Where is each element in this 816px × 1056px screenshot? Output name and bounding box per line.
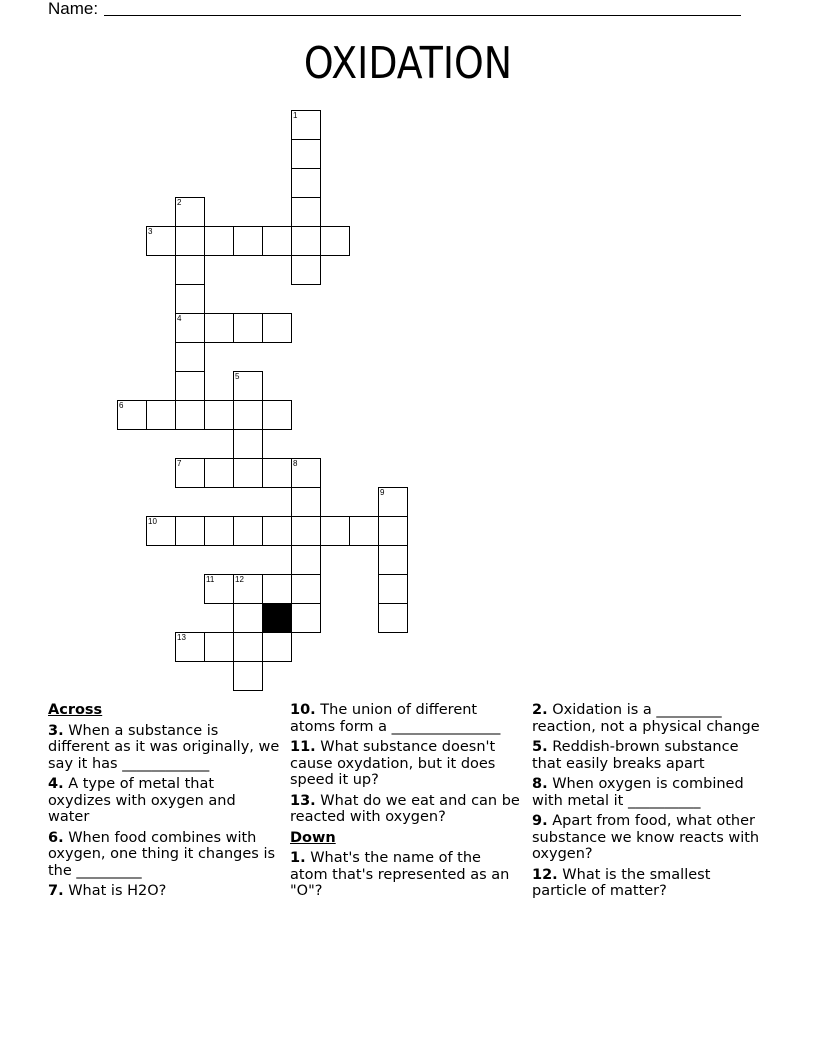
crossword-cell[interactable] <box>320 226 350 256</box>
crossword-cell[interactable] <box>233 603 263 633</box>
crossword-cell[interactable] <box>204 400 234 430</box>
crossword-cell[interactable] <box>146 400 176 430</box>
clue-across-4: 4. A type of metal that oxydizes with oxygen and water <box>48 776 236 825</box>
crossword-cell[interactable] <box>204 574 234 604</box>
crossword-cell[interactable] <box>233 400 263 430</box>
crossword-cell[interactable] <box>262 632 292 662</box>
clue-column-3 <box>532 702 768 904</box>
crossword-cell[interactable] <box>204 632 234 662</box>
clue-number-label: 11 <box>206 575 215 584</box>
clue-column-2 <box>290 702 522 904</box>
clue-across-3: 3. When a substance is different as it was originally, we say it has ____________ <box>48 722 280 772</box>
crossword-cell[interactable] <box>175 342 205 372</box>
clue-number-label: 1 <box>293 111 298 120</box>
clue-number-label: 5 <box>235 372 240 381</box>
crossword-cell[interactable] <box>291 139 321 169</box>
clue-across-6: 6. When food combines with oxygen, one thing it changes is the _________ <box>48 829 276 879</box>
down-heading: Down <box>290 829 336 846</box>
clue-number-label: 8 <box>293 459 298 468</box>
crossword-cell[interactable] <box>291 516 321 546</box>
crossword-cell[interactable] <box>233 458 263 488</box>
clue-number-label: 12 <box>235 575 244 584</box>
crossword-cell[interactable] <box>117 400 147 430</box>
crossword-cell[interactable] <box>233 632 263 662</box>
crossword-cell[interactable] <box>175 197 205 227</box>
clue-down-8: 8. When oxygen is combined with metal it __________ <box>532 776 744 809</box>
crossword-cell[interactable] <box>175 400 205 430</box>
crossword-cell[interactable] <box>378 545 408 575</box>
crossword-cell[interactable] <box>291 168 321 198</box>
crossword-cell[interactable] <box>291 458 321 488</box>
crossword-cell[interactable] <box>204 458 234 488</box>
clue-number-label: 4 <box>177 314 182 323</box>
crossword-cell[interactable] <box>291 603 321 633</box>
crossword-cell[interactable] <box>175 516 205 546</box>
crossword-cell[interactable] <box>291 574 321 604</box>
crossword-cell[interactable] <box>320 516 350 546</box>
crossword-cell[interactable] <box>233 661 263 691</box>
crossword-cell[interactable] <box>262 516 292 546</box>
crossword-block-cell <box>262 603 292 633</box>
clue-down-1: 1. What's the name of the atom that's represented as an "O"? <box>290 850 510 899</box>
crossword-cell[interactable] <box>349 516 379 546</box>
clue-number-label: 13 <box>177 633 186 642</box>
crossword-cell[interactable] <box>262 313 292 343</box>
crossword-cell[interactable] <box>233 574 263 604</box>
crossword-cell[interactable] <box>175 284 205 314</box>
crossword-cell[interactable] <box>204 313 234 343</box>
clue-across-10: 10. The union of different atoms form a _______________ <box>290 702 501 735</box>
crossword-cell[interactable] <box>175 632 205 662</box>
crossword-cell[interactable] <box>233 516 263 546</box>
crossword-cell[interactable] <box>378 516 408 546</box>
crossword-cell[interactable] <box>233 226 263 256</box>
puzzle-title: OXIDATION <box>303 38 513 89</box>
clue-down-9: 9. Apart from food, what other substance we know reacts with oxygen? <box>532 813 760 862</box>
crossword-cell[interactable] <box>291 197 321 227</box>
clue-down-12: 12. What is the smallest particle of matter? <box>532 866 711 899</box>
crossword-cell[interactable] <box>175 313 205 343</box>
crossword-cell[interactable] <box>378 487 408 517</box>
crossword-cell[interactable] <box>291 226 321 256</box>
clue-number-label: 10 <box>148 517 157 526</box>
crossword-cell[interactable] <box>233 313 263 343</box>
name-field-label: Name: <box>48 0 99 18</box>
crossword-cell[interactable] <box>204 226 234 256</box>
clue-number-label: 7 <box>177 459 182 468</box>
clue-number-label: 3 <box>148 227 153 236</box>
clue-across-11: 11. What substance doesn't cause oxydation, but it does speed it up? <box>290 739 496 788</box>
crossword-cell[interactable] <box>204 516 234 546</box>
crossword-cell[interactable] <box>175 458 205 488</box>
crossword-cell[interactable] <box>233 371 263 401</box>
crossword-cell[interactable] <box>291 110 321 140</box>
crossword-cell[interactable] <box>262 226 292 256</box>
clue-down-2: 2. Oxidation is a _________ reaction, not a physical change <box>532 702 760 735</box>
clue-number-label: 6 <box>119 401 124 410</box>
crossword-cell[interactable] <box>175 371 205 401</box>
crossword-cell[interactable] <box>146 226 176 256</box>
crossword-cell[interactable] <box>175 255 205 285</box>
clue-down-5: 5. Reddish-brown substance that easily breaks apart <box>532 739 739 772</box>
crossword-cell[interactable] <box>233 429 263 459</box>
crossword-cell[interactable] <box>262 458 292 488</box>
crossword-cell[interactable] <box>378 574 408 604</box>
crossword-cell[interactable] <box>262 400 292 430</box>
across-heading: Across <box>48 702 103 718</box>
clue-number-label: 2 <box>177 198 182 207</box>
clue-number-label: 9 <box>380 488 385 497</box>
crossword-cell[interactable] <box>146 516 176 546</box>
crossword-cell[interactable] <box>291 545 321 575</box>
crossword-cell[interactable] <box>378 603 408 633</box>
crossword-cell[interactable] <box>175 226 205 256</box>
clue-column-1 <box>48 702 280 904</box>
crossword-cell[interactable] <box>262 574 292 604</box>
crossword-cell[interactable] <box>291 255 321 285</box>
clue-across-7: 7. What is H2O? <box>48 883 167 899</box>
clue-across-13: 13. What do we eat and can be reacted with oxygen? <box>290 792 520 825</box>
crossword-cell[interactable] <box>291 487 321 517</box>
